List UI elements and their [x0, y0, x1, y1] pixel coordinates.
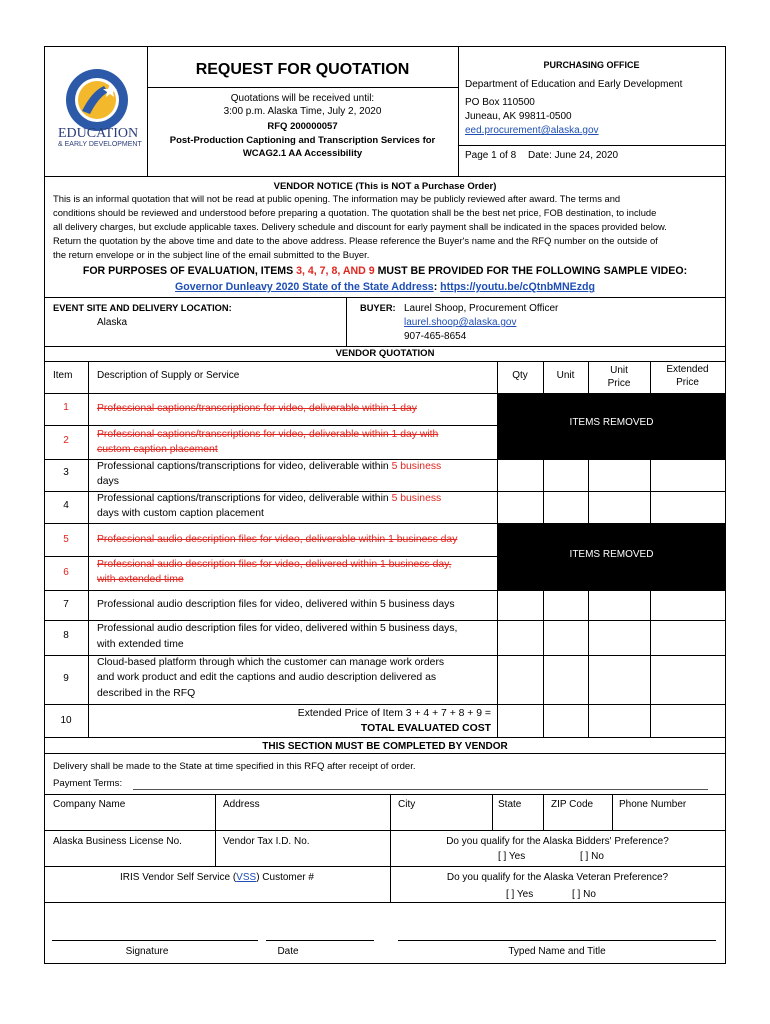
- education-logo: [52, 66, 142, 156]
- item-description-cont: custom caption placement: [97, 444, 218, 455]
- logo-text-main: EDUCATION: [58, 126, 139, 141]
- signature-label: Signature: [125, 946, 169, 957]
- item-description: Professional audio description files for video, delivered within 1 business day,: [97, 559, 452, 570]
- buyer-phone: 907-465-8654: [404, 331, 467, 342]
- col-item: Item: [53, 370, 73, 381]
- quotations-deadline: 3:00 p.m. Alaska Time, July 2, 2020: [223, 106, 382, 117]
- delivery-statement: Delivery shall be made to the State at time specified in this RFQ after receipt of order.: [53, 761, 416, 772]
- item-description-text: Professional captions/transcriptions for video, deliverable within: [97, 461, 392, 472]
- item-description-cont: with extended time: [97, 639, 184, 650]
- notice-line-2: conditions should be reviewed and understood before preparing a quotation. The quotation shall be the best net price, FOB destination, to include: [53, 207, 657, 218]
- evaluation-suffix: MUST BE PROVIDED FOR THE FOLLOWING SAMPLE VIDEO:: [374, 265, 688, 277]
- purchasing-office-heading: PURCHASING OFFICE: [543, 60, 640, 70]
- video-title-link[interactable]: Governor Dunleavy 2020 State of the State Address: [175, 281, 434, 293]
- item-description-cont: described in the RFQ: [97, 688, 196, 699]
- item-number: 3: [63, 467, 69, 478]
- item-description-cont: with extended time: [97, 574, 184, 585]
- item-description: Professional audio description files for video, deliverable within 1 business day: [97, 534, 458, 545]
- date-label: Date: [277, 946, 299, 957]
- video-separator: :: [433, 281, 441, 293]
- quotations-deadline-label: Quotations will be received until:: [230, 93, 375, 104]
- bidders-no-checkbox[interactable]: [ ] No: [580, 851, 604, 862]
- item-description: Professional audio description files for video, delivered within 5 business days,: [97, 623, 458, 634]
- total-evaluated-cost-label: TOTAL EVALUATED COST: [360, 723, 491, 734]
- item-description: [97, 459, 441, 474]
- item-description: Professional captions/transcriptions for video, deliverable within 1 day with: [97, 429, 439, 440]
- evaluation-items: 3, 4, 7, 8, AND 9: [296, 265, 375, 277]
- bidders-preference-question: Do you qualify for the Alaska Bidders' Preference?: [446, 836, 669, 847]
- item-number: 7: [63, 599, 69, 610]
- buyer-name: Laurel Shoop, Procurement Officer: [404, 303, 559, 314]
- item-description-cont: and work product and edit the captions and audio description delivered as: [97, 672, 437, 683]
- purchasing-dept: Department of Education and Early Development: [465, 79, 683, 90]
- buyer-email-link[interactable]: laurel.shoop@alaska.gov: [404, 317, 517, 328]
- item-delivery-time: 5 business: [391, 461, 442, 472]
- purchasing-po-box: PO Box 110500: [465, 97, 535, 108]
- vss-link[interactable]: VSS: [236, 872, 257, 883]
- sample-video: [44, 280, 726, 294]
- page-number: Page 1 of 8: [465, 150, 517, 161]
- items-removed-label-2: ITEMS REMOVED: [569, 549, 654, 560]
- notice-line-3: all delivery charges, but exclude applicable taxes. Delivery schedule and discount for early payment shall be indicated in the spaces provided below.: [53, 221, 667, 232]
- business-license-field[interactable]: Alaska Business License No.: [53, 836, 182, 847]
- bidders-yes-checkbox[interactable]: [ ] Yes: [498, 851, 526, 862]
- col-unit: Unit: [556, 370, 575, 381]
- state-field[interactable]: State: [498, 799, 522, 810]
- logo-text-sub: & EARLY DEVELOPMENT: [58, 141, 142, 148]
- payment-terms-label: Payment Terms:: [53, 778, 123, 789]
- address-field[interactable]: Address: [223, 799, 260, 810]
- col-unit-price-1: Unit: [610, 365, 628, 376]
- item-number: 4: [63, 500, 69, 511]
- purchasing-email-link[interactable]: eed.procurement@alaska.gov: [465, 125, 599, 136]
- notice-line-1: This is an informal quotation that will not be read at public opening. The information may be publicly reviewed after award. The terms and: [53, 193, 621, 204]
- purchasing-city: Juneau, AK 99811-0500: [465, 111, 572, 122]
- typed-name-label: Typed Name and Title: [508, 946, 606, 957]
- service-title-1: Post-Production Captioning and Transcription Services for: [169, 135, 436, 146]
- items-removed-label-1: ITEMS REMOVED: [569, 416, 654, 428]
- item-description-cont: days: [97, 476, 119, 487]
- item-description: Professional captions/transcriptions for video, deliverable within 1 day: [97, 403, 417, 414]
- col-extended-1: Extended: [666, 364, 709, 375]
- city-field[interactable]: City: [398, 799, 416, 810]
- veteran-yes-checkbox[interactable]: [ ] Yes: [506, 889, 534, 900]
- issue-date: Date: June 24, 2020: [528, 150, 619, 161]
- evaluation-prefix: FOR PURPOSES OF EVALUATION, ITEMS: [82, 265, 297, 277]
- item-number: 5: [63, 534, 69, 545]
- evaluation-notice: [44, 264, 726, 278]
- notice-line-5: the return envelope or in the subject line of the email submitted to the Buyer.: [53, 249, 370, 260]
- iris-suffix: ) Customer #: [256, 872, 314, 883]
- vendor-quotation-heading: VENDOR QUOTATION: [335, 348, 435, 359]
- event-site-value: Alaska: [97, 317, 128, 328]
- phone-number-field[interactable]: Phone Number: [619, 799, 687, 810]
- vendor-section-heading: THIS SECTION MUST BE COMPLETED BY VENDOR: [262, 741, 508, 752]
- veteran-no-checkbox[interactable]: [ ] No: [572, 889, 596, 900]
- event-site-label: EVENT SITE AND DELIVERY LOCATION:: [53, 303, 232, 313]
- item-number: 6: [63, 567, 69, 578]
- col-unit-price-2: Price: [607, 378, 631, 389]
- col-extended-2: Price: [676, 377, 699, 388]
- item-description: Cloud-based platform through which the customer can manage work orders: [97, 657, 445, 668]
- total-formula: Extended Price of Item 3 + 4 + 7 + 8 + 9 =: [297, 708, 491, 719]
- zip-code-field[interactable]: ZIP Code: [551, 799, 594, 810]
- veteran-preference-question: Do you qualify for the Alaska Veteran Preference?: [446, 872, 669, 883]
- item-delivery-time: 5 business: [391, 493, 442, 504]
- item-description-text: Professional captions/transcriptions for video, deliverable within: [97, 493, 392, 504]
- service-title-2: WCAG2.1 AA Accessibility: [242, 148, 363, 159]
- vendor-tax-id-field[interactable]: Vendor Tax I.D. No.: [223, 836, 310, 847]
- item-description: Professional audio description files for video, delivered within 5 business days: [97, 599, 455, 610]
- item-number: 2: [63, 435, 69, 446]
- notice-line-4: Return the quotation by the above time and date to the above address. Please reference the Buyer's name and the RFQ number on the outside of: [53, 235, 658, 246]
- buyer-label: BUYER:: [360, 303, 396, 313]
- items-removed-block-2: [497, 523, 726, 590]
- item-number: 8: [63, 630, 69, 641]
- video-url-link[interactable]: https://youtu.be/cQtnbMNEzdg: [440, 281, 595, 293]
- item-number: 1: [63, 402, 69, 413]
- col-description: Description of Supply or Service: [97, 370, 240, 381]
- iris-prefix: IRIS Vendor Self Service (: [120, 872, 237, 883]
- vendor-notice-heading: VENDOR NOTICE (This is NOT a Purchase Order): [273, 181, 497, 192]
- iris-vss-customer-field[interactable]: [44, 871, 390, 884]
- col-qty: Qty: [512, 370, 528, 381]
- item-description-cont: days with custom caption placement: [97, 508, 264, 519]
- company-name-field[interactable]: Company Name: [53, 799, 126, 810]
- item-number: 9: [63, 673, 69, 684]
- rfq-number: RFQ 200000057: [267, 121, 338, 132]
- items-removed-block-1: [497, 393, 726, 459]
- item-description: [97, 491, 441, 506]
- item-number: 10: [60, 715, 72, 726]
- page-title: REQUEST FOR QUOTATION: [195, 61, 410, 78]
